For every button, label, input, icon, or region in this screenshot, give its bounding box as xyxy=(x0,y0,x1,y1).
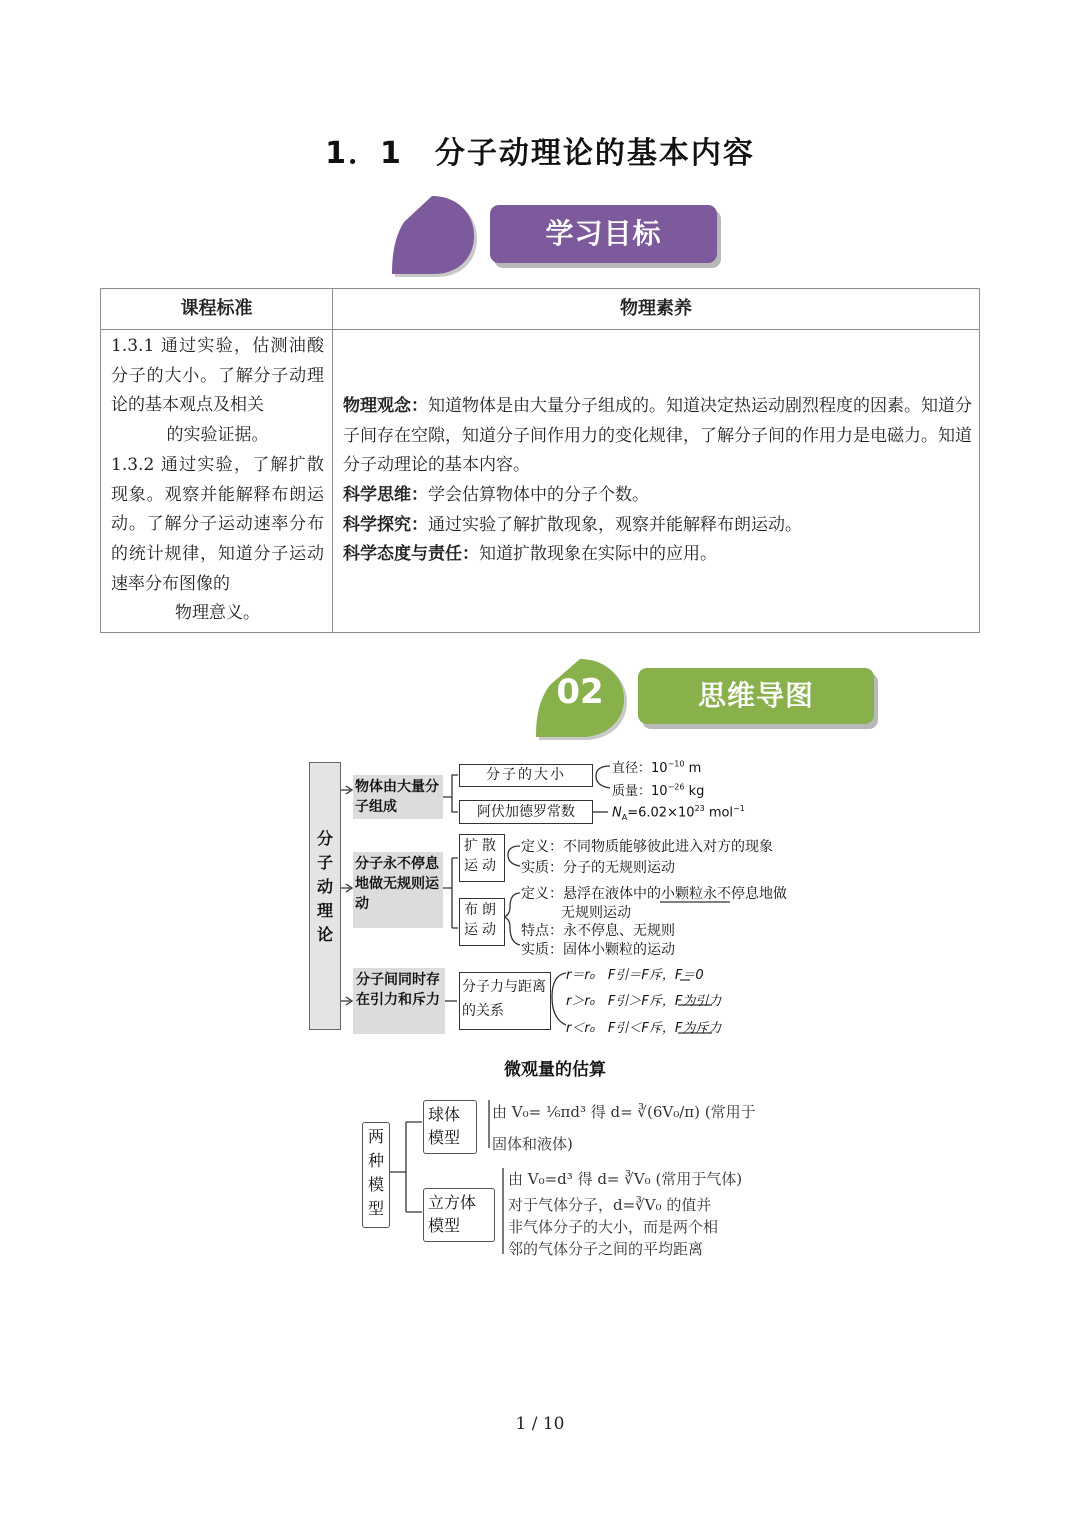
root-char: 分 xyxy=(316,829,333,848)
header-standard: 课程标准 xyxy=(101,289,333,330)
root-char: 模 xyxy=(367,1175,384,1194)
section-number: 02 xyxy=(556,672,604,712)
force-case-equal: r＝r₀ F引＝F斥，F＝0 xyxy=(566,968,704,983)
molecule-mass: 质量：$10^{-26}$ kg xyxy=(612,782,705,799)
literacy-text: 学会估算物体中的分子个数。 xyxy=(428,485,649,506)
cube-formula: 由 V₀=d³ 得 d= ∛V₀ (常用于气体) xyxy=(508,1170,743,1188)
root-char: 两 xyxy=(367,1127,384,1146)
brownian-definition: 定义：悬浮在液体中的小颗粒永不停息地做 xyxy=(521,886,787,902)
root-char: 论 xyxy=(316,925,333,944)
molecule-diameter: 直径：$10^{-10}$ m xyxy=(612,759,702,776)
node-avogadro: 阿伏加德罗常数 xyxy=(459,800,593,824)
brownian-definition-cont: 无规则运动 xyxy=(561,905,631,921)
cube-note: 对于气体分子，d=∛V₀ 的值并 xyxy=(508,1196,712,1214)
cube-note: 邻的气体分子之间的平均距离 xyxy=(508,1240,704,1258)
estimation-title: 微观量的估算 xyxy=(504,1060,606,1080)
literacy-text: 知道扩散现象在实际中的应用。 xyxy=(479,544,717,565)
mindmap-root xyxy=(309,762,341,1030)
brownian-feature: 特点：永不停息、无规则 xyxy=(521,923,675,939)
standard-line: 1.3.1 通过实验，估测油酸分子的大小。了解分子动理论的基本观点及相关 xyxy=(111,336,324,416)
node-molecule-size: 分子的大小 xyxy=(459,764,593,787)
literacy-label: 科学思维： xyxy=(343,485,428,506)
node-force-distance: 分子力与距离的关系 xyxy=(459,972,551,1030)
root-char: 种 xyxy=(367,1151,384,1170)
root-char: 子 xyxy=(316,853,333,872)
root-char: 动 xyxy=(316,877,333,896)
literacy-label: 科学态度与责任： xyxy=(343,544,479,565)
root-char: 型 xyxy=(367,1199,384,1218)
literacy-text: 通过实验了解扩散现象，观察并能解释布朗运动。 xyxy=(428,514,802,535)
force-case-less: r＜r₀ F引＜F斥，F为斥力 xyxy=(566,1021,722,1036)
branch-molecules-composition: 物体由大量分子组成 xyxy=(353,775,443,819)
node-cube-model: 立方体模型 xyxy=(423,1188,495,1242)
literacy-label: 科学探究： xyxy=(343,514,428,535)
standard-line: 物理意义。 xyxy=(175,603,260,624)
brownian-essence: 实质：固体小颗粒的运动 xyxy=(521,942,675,958)
standard-line: 的实验证据。 xyxy=(166,425,269,446)
header-literacy: 物理素养 xyxy=(333,289,980,330)
node-diffusion: 扩散运动 xyxy=(459,834,505,882)
node-brownian: 布朗运动 xyxy=(459,898,505,946)
avogadro-value: $N_A=6.02\times 10^{23}$ mol$^{-1}$ xyxy=(612,804,745,822)
section-title-mind-map: 思维导图 xyxy=(638,668,874,724)
literacy-label: 物理观念： xyxy=(343,395,428,416)
branch-attraction-repulsion: 分子间同时存在引力和斥力 xyxy=(353,968,445,1034)
force-case-greater: r＞r₀ F引＞F斥，F为引力 xyxy=(566,994,722,1009)
literacy-text: 知道物体是由大量分子组成的。知道决定热运动剧烈程度的因素。知道分子间存在空隙，知道分子间作用力的变化规律，了解分子间的作用力是电磁力。知道分子动理论的基本内容。 xyxy=(343,395,972,476)
standard-line: 1.3.2 通过实验，了解扩散现象。观察并能解释布朗运动。了解分子运动速率分布的统计规律，知道分子运动速率分布图像的 xyxy=(111,454,324,594)
estimation-root xyxy=(362,1122,390,1228)
section-title-learning-goals: 学习目标 xyxy=(490,205,717,263)
sphere-formula: 由 V₀= ⅙πd³ 得 d= ∛(6V₀/π) (常用于 xyxy=(492,1103,756,1121)
node-sphere-model: 球体模型 xyxy=(423,1100,477,1154)
cube-note: 非气体分子的大小，而是两个相 xyxy=(508,1218,719,1236)
diffusion-essence: 实质：分子的无规则运动 xyxy=(521,860,675,876)
diffusion-definition: 定义：不同物质能够彼此进入对方的现象 xyxy=(521,839,773,855)
branch-random-motion: 分子永不停息地做无规则运动 xyxy=(353,852,443,928)
root-char: 理 xyxy=(316,901,333,920)
page-title: 1．1 分子动理论的基本内容 xyxy=(325,136,755,171)
page-number: 1 / 10 xyxy=(515,1414,565,1434)
sphere-usage: 固体和液体) xyxy=(492,1135,573,1153)
